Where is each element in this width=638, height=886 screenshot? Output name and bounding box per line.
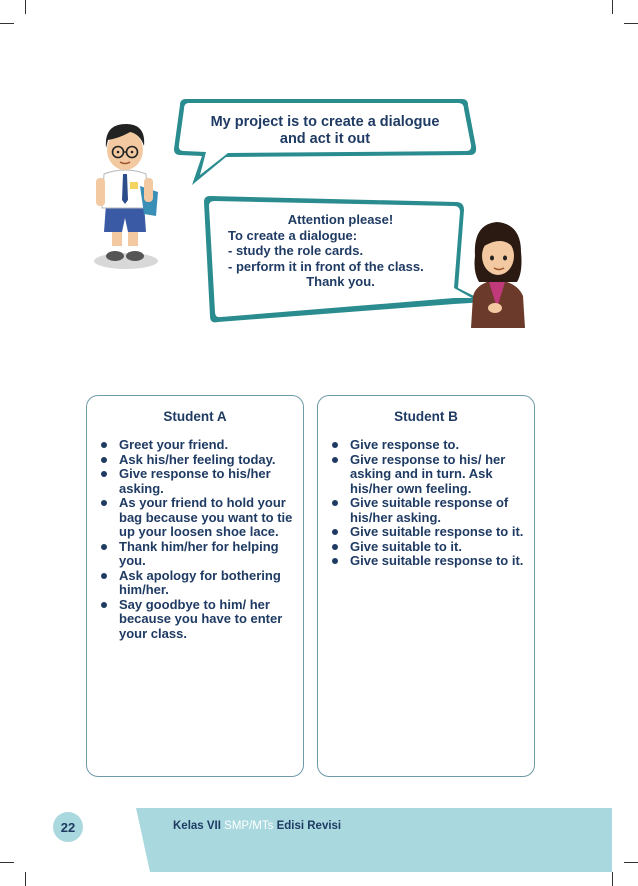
footer-class-label: Kelas VII — [173, 820, 221, 832]
footer-edition-label: Edisi Revisi — [276, 820, 342, 832]
list-item: As your friend to hold your bag because you want to tie up your loosen shoe lace. — [99, 496, 293, 540]
teacher-speech-line-2: To create a dialogue: — [228, 227, 358, 243]
role-card-title: Student B — [394, 409, 458, 424]
page-number: 22 — [53, 812, 83, 842]
list-item: Thank him/her for helping you. — [99, 540, 293, 569]
list-item: Ask his/her feeling today. — [99, 453, 293, 468]
list-item: Ask apology for bothering him/her. — [99, 569, 293, 598]
list-item: Say goodbye to him/ her because you have to enter your class. — [99, 598, 293, 642]
teacher-speech-line-3: - study the role cards. — [228, 243, 364, 259]
list-item: Greet your friend. — [99, 438, 293, 453]
footer-book-title — [173, 820, 341, 832]
list-item: Give response to his/ her asking and in turn. Ask his/her own feeling. — [330, 453, 524, 497]
teacher-speech-line-1: Attention please! — [287, 212, 394, 227]
list-item: Give response to his/her asking. — [99, 467, 293, 496]
list-item: Give response to. — [330, 438, 524, 453]
list-item: Give suitable response of his/her asking. — [330, 496, 524, 525]
list-item: Give suitable response to it. — [330, 525, 524, 540]
boy-speech-line-2: and act it out — [279, 131, 371, 147]
footer-school-label: SMP/MTs — [224, 820, 274, 832]
teacher-speech-line-5: Thank you. — [306, 274, 375, 290]
list-item: Give suitable to it. — [330, 540, 524, 555]
role-card-title: Student A — [163, 409, 227, 424]
teacher-speech-line-4: - perform it in front of the class. — [228, 258, 424, 274]
boy-speech-line-1: My project is to create a dialogue — [210, 114, 440, 130]
list-item: Give suitable response to it. — [330, 554, 524, 569]
